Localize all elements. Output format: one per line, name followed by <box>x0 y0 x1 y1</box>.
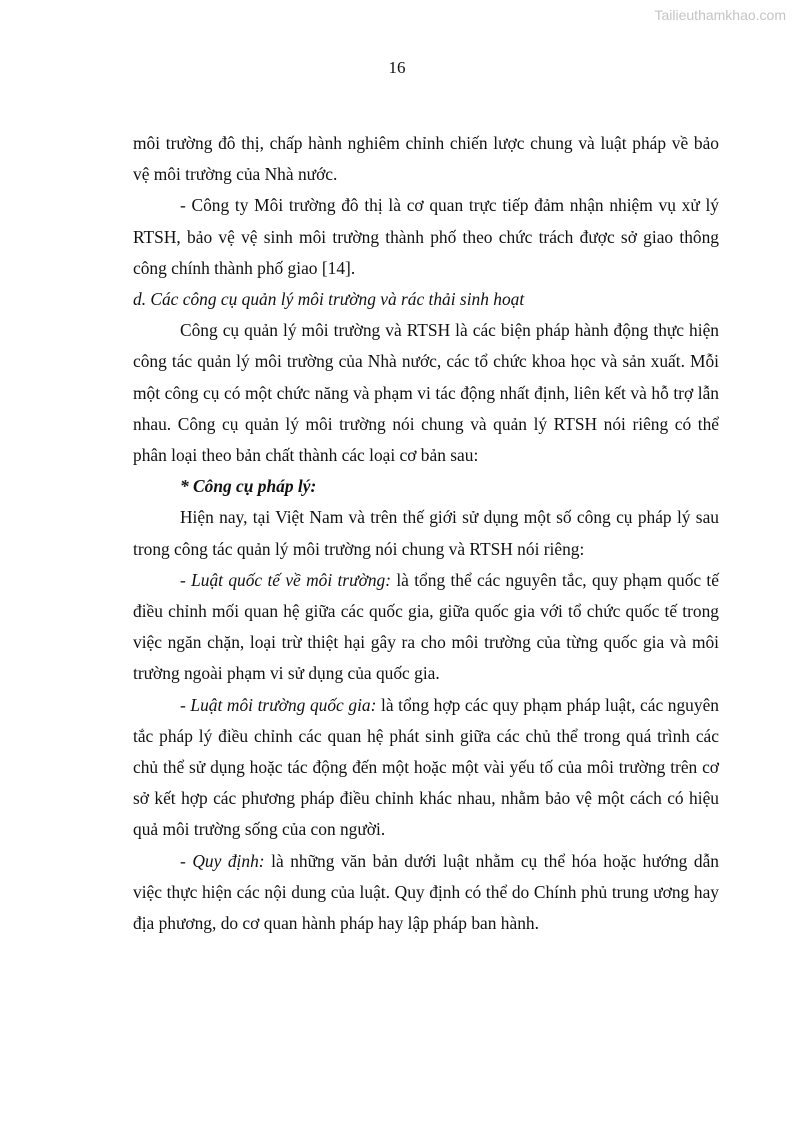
paragraph-legal-intro: Hiện nay, tại Việt Nam và trên thế giới sử dụng một số công cụ pháp lý sau trong công tác quản lý môi trường nói chung và RTSH nói riêng: <box>133 507 719 559</box>
term-international-law: - Luật quốc tế về môi trường: <box>180 569 392 590</box>
document-body <box>133 128 719 939</box>
page-number: 16 <box>388 58 406 77</box>
section-heading: d. Các công cụ quản lý môi trường và rác thải sinh hoạt <box>133 289 525 310</box>
paragraph-national-law <box>133 690 719 846</box>
term-national-law: - Luật môi trường quốc gia: <box>180 694 377 715</box>
paragraph-regulation <box>133 846 719 940</box>
paragraph-management-tools: Công cụ quản lý môi trường và RTSH là các biện pháp hành động thực hiện công tác quản lý môi trường của Nhà nước, các tổ chức khoa học và sản xuất. Mỗi một công cụ có một chức năng và phạm vi tác động nhất định, liên kết và hỗ trợ lẫn nhau. Công cụ quản lý môi trường nói chung và quản lý RTSH nói riêng có thể phân loại theo bản chất thành các loại cơ bản sau: <box>133 320 719 466</box>
text-international-law: là tổng thể các nguyên tắc, quy phạm quốc tế điều chỉnh mối quan hệ giữa các quốc gia, giữa quốc gia với tổ chức quốc tế trong việc ngăn chặn, loại trừ thiệt hại gây ra cho môi trường của từng quốc gia và môi trường ngoài phạm vi sử dụng của quốc gia. <box>133 569 719 684</box>
paragraph-international-law <box>133 565 719 690</box>
term-regulation: - Quy định: <box>180 850 265 871</box>
watermark: Tailieuthamkhao.com <box>654 7 786 23</box>
paragraph-company-role: - Công ty Môi trường đô thị là cơ quan trực tiếp đảm nhận nhiệm vụ xử lý RTSH, bảo vệ vệ sinh môi trường thành phố theo chức trách được sở giao thông công chính thành phố giao [14]. <box>133 195 719 278</box>
text-regulation: là những văn bản dưới luật nhằm cụ thể hóa hoặc hướng dẫn việc thực hiện các nội dung của luật. Quy định có thể do Chính phủ trung ương hay địa phương, do cơ quan hành pháp hay lập pháp ban hành. <box>133 850 719 934</box>
paragraph-continuation: môi trường đô thị, chấp hành nghiêm chỉnh chiến lược chung và luật pháp về bảo vệ môi trường của Nhà nước. <box>133 133 719 185</box>
text-national-law: là tổng hợp các quy phạm pháp luật, các nguyên tắc pháp lý điều chỉnh các quan hệ phát sinh giữa các chủ thể trong quá trình các chủ thể sử dụng hoặc tác động đến một hoặc một vài yếu tố của môi trường trên cơ sở kết hợp các phương pháp điều chỉnh khác nhau, nhằm bảo vệ một cách có hiệu quả môi trường sống của con người. <box>133 694 719 840</box>
subheading-legal-tools: * Công cụ pháp lý: <box>180 476 317 497</box>
